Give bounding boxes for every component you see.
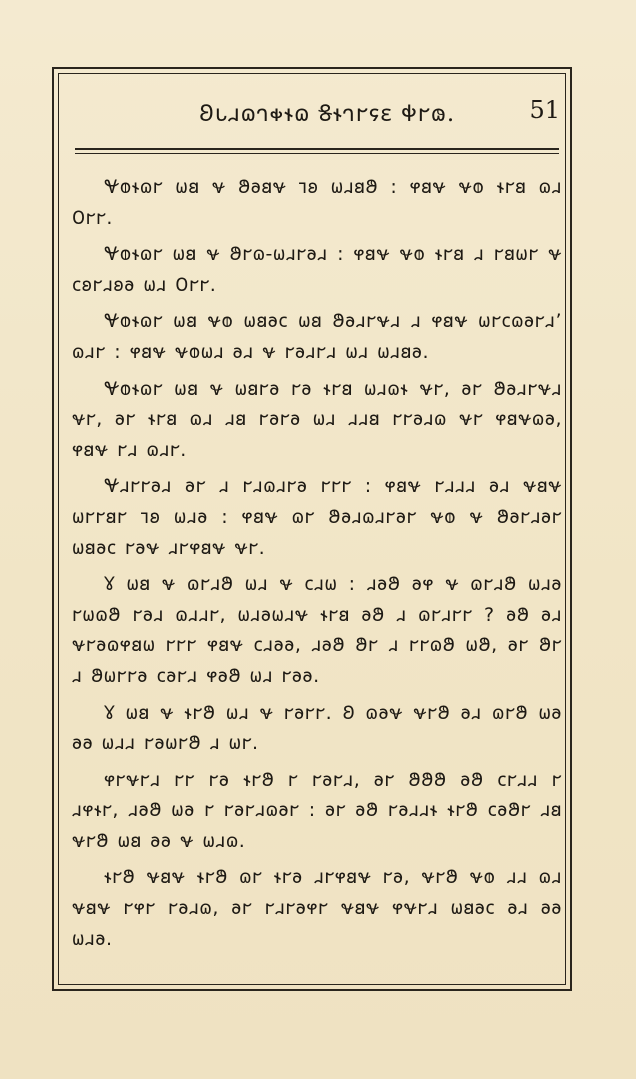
paragraph-6: 𐐜 𐐶𐐺 𐐷 𐐿𐐲𐐯𐐍 𐐶𐐯 𐐷 𐐽𐐯𐐶 : 𐐯𐐨𐐍 𐐨𐐸 𐐷 𐐿𐐲𐐯𐐍 𐐶𐐯𐐨 𐐲𐐶𐐿𐐍 𐐲𐐨𐐯 𐐿𐐯𐐯𐐲, 𐐶𐐯𐐨𐐶𐐯𐐷 𐐮𐐲𐐺 𐐨𐐍 𐐯 𐐿𐐲𐐯𐐲𐐲 ? 𐐨𐐍 𐐨𐐯 𐐷𐐲𐐨𐐿𐐸𐐺𐐶 𐐲𐐲𐐲 𐐸𐐺𐐷 𐐽𐐯𐐨𐐨, 𐐯𐐨𐐍 𐐍𐐲 𐐯 𐐲𐐲𐐿𐐍 𐐶𐐍, 𐐨𐐲 𐐍𐐲 𐐯 𐐍𐐶𐐲𐐲𐐨 𐐽𐐨𐐲𐐯 𐐸𐐨𐐍 𐐶𐐯 𐐲𐐨𐐨. bbox=[72, 573, 562, 687]
running-title: 𐐂𐑊𐐯𐐿𐐻𐑉𐐮𐐿 𐐝𐐮𐐻𐐲𐐾𐐩 𐐡𐐲𐑀. bbox=[199, 101, 456, 127]
header-rule-thick bbox=[75, 148, 559, 150]
running-header bbox=[75, 96, 565, 136]
paragraph-2: 𐐏𐐭𐐮𐐿𐐲 𐐶𐐺 𐐷 𐐍𐐲𐐿-𐐶𐐯𐐲𐐨𐐯 : 𐐸𐐺𐐷 𐐷𐐭 𐐮𐐲𐐺 𐐯 𐐲𐐺𐐶𐐲 𐐷 𐐽𐐪𐐲𐐯𐐪𐐨 𐐶𐐯 𐐄𐐲𐐲. bbox=[72, 243, 562, 296]
page-number: 51 bbox=[529, 96, 560, 124]
paragraph-7: 𐐜 𐐶𐐺 𐐷 𐐮𐐲𐐍 𐐶𐐯 𐐷 𐐲𐐨𐐲𐐲. 𐐂 𐐿𐐨𐐷 𐐷𐐲𐐍 𐐨𐐯 𐐿𐐲𐐍 𐐶𐐨 𐐨𐐨 𐐶𐐯𐐯 𐐲𐐨𐐶𐐲𐐍 𐐯 𐐶𐐲. bbox=[72, 701, 562, 755]
body-text bbox=[72, 172, 562, 954]
paragraph-1: 𐐏𐐭𐐮𐐿𐐲 𐐶𐐺 𐐷 𐐍𐐨𐐺𐐷 𐐹𐐪 𐐶𐐯𐐺𐐍 : 𐐸𐐺𐐷 𐐷𐐭 𐐮𐐲𐐺 𐐿𐐯 𐐄𐐲𐐲. bbox=[72, 176, 562, 229]
paragraph-5: 𐐏𐐯𐐲𐐲𐐨𐐯 𐐨𐐲 𐐯 𐐲𐐯𐐿𐐯𐐲𐐨 𐐲𐐲𐐲 : 𐐸𐐺𐐷 𐐲𐐯𐐯𐐯 𐐨𐐯 𐐷𐐺𐐷 𐐶𐐲𐐲𐐺𐐲 𐐹𐐪 𐐶𐐯𐐨 : 𐐸𐐺𐐷 𐐿𐐲 𐐍𐐨𐐯𐐿𐐯𐐲𐐨𐐲 𐐷𐐭 𐐷 𐐍𐐨𐐲𐐯𐐨𐐲 𐐶𐐺𐐨𐐽 𐐲𐐨𐐷 𐐯𐐲𐐸𐐺𐐷 𐐷𐐲. bbox=[72, 475, 562, 559]
paragraph-3: 𐐏𐐭𐐮𐐿𐐲 𐐶𐐺 𐐷𐐭 𐐶𐐺𐐨𐐽 𐐶𐐺 𐐍𐐨𐐯𐐲𐐷𐐯 𐐯 𐐸𐐺𐐷 𐐶𐐲𐐽𐐿𐐨𐐲𐐯’ 𐐿𐐯𐐲 : 𐐸𐐺𐐷 𐐷𐐭𐐶𐐯 𐐨𐐯 𐐷 𐐲𐐨𐐯𐐲𐐯 𐐶𐐯 𐐶𐐯𐐺𐐨. bbox=[72, 310, 562, 363]
paragraph-9: 𐐮𐐲𐐍 𐐷𐐺𐐷 𐐮𐐲𐐍 𐐿𐐲 𐐮𐐲𐐨 𐐯𐐲𐐸𐐺𐐷 𐐲𐐨, 𐐷𐐲𐐍 𐐷𐐭 𐐯𐐯 𐐿𐐯 𐐷𐐺𐐷 𐐲𐐸𐐲 𐐲𐐨𐐯𐐿, 𐐨𐐲 𐐲𐐯𐐲𐐨𐐸𐐲 𐐷𐐺𐐷 𐐸𐐷𐐲𐐯 𐐶𐐺𐐨𐐽 𐐨𐐯 𐐨𐐨 𐐶𐐯𐐨. bbox=[72, 866, 562, 950]
paragraph-8: 𐐸𐐲𐐷𐐲𐐯 𐐲𐐲 𐐲𐐨 𐐮𐐲𐐍 𐐲 𐐲𐐨𐐲𐐯, 𐐨𐐲 𐐍𐐍𐐍 𐐨𐐍 𐐽𐐲𐐯𐐯 𐐲 𐐯𐐸𐐮𐐲, 𐐯𐐨𐐍 𐐶𐐨 𐐲 𐐲𐐨𐐲𐐯𐐿𐐨𐐲 : 𐐨𐐲 𐐨𐐍 𐐲𐐨𐐯𐐯𐐮 𐐮𐐲𐐍 𐐽𐐨𐐍𐐲 𐐯𐐺 𐐷𐐲𐐍 𐐶𐐺 𐐨𐐨 𐐷 𐐶𐐯𐐿. bbox=[72, 768, 562, 852]
paragraph-4: 𐐏𐐭𐐮𐐿𐐲 𐐶𐐺 𐐷 𐐶𐐺𐐲𐐨 𐐲𐐨 𐐮𐐲𐐺 𐐶𐐯𐐿𐐮 𐐷𐐲, 𐐨𐐲 𐐍𐐨𐐯𐐲𐐷𐐯 𐐷𐐲, 𐐨𐐲 𐐮𐐲𐐺 𐐿𐐯 𐐯𐐺 𐐲𐐨𐐲𐐨 𐐶𐐯 𐐯𐐯𐐺 𐐲𐐲𐐨𐐯𐐿 𐐷𐐲 𐐸𐐺𐐷𐐿𐐨, 𐐸𐐺𐐷 𐐲𐐯 𐐿𐐯𐐲. bbox=[72, 377, 562, 461]
header-rule-thin bbox=[75, 153, 559, 154]
